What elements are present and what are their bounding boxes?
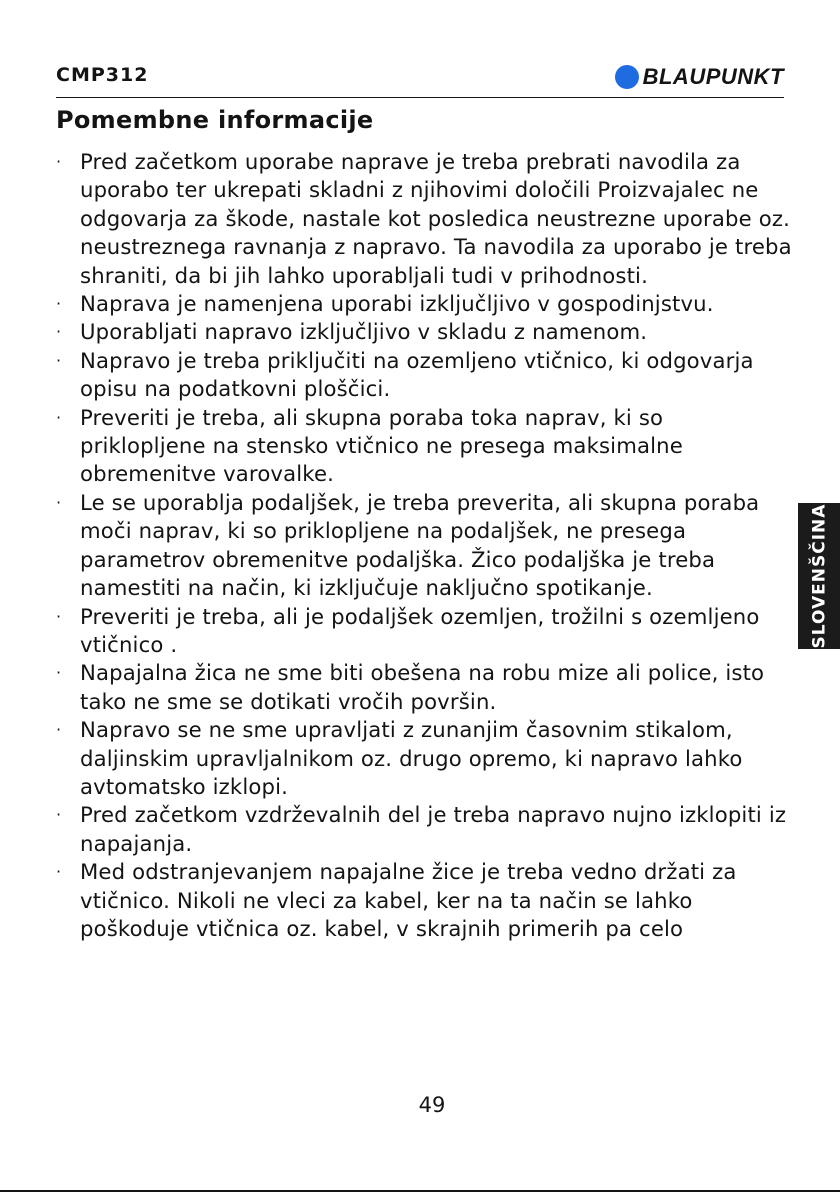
bullet-icon: · [56,663,62,683]
list-item-text: Med odstranjevanjem napajalne žice je treba vedno držati za vtičnico. Nikoli ne vleci za kabel, ker na ta način se lahko poškoduje vtičnica oz. kabel, v skrajnih primerih pa celo [80,859,737,941]
list-item [52,603,792,660]
info-list [52,148,792,943]
list-item-text: Naprava je namenjena uporabi izključljivo v gospodinjstvu. [80,291,714,317]
bullet-icon: · [56,294,62,314]
list-item-text: Preveriti je treba, ali skupna poraba toka naprav, ki so priklopljene na stensko vtičnico ne presega maksimalne obremenitve varovalke. [80,404,683,487]
list-item-text: Le se uporablja podaljšek, je treba preverita, ali skupna poraba moči naprav, ki so priklopljene na podaljšek, ne presega parametrov obremenitve podaljška. Žico podaljška je treba namestiti na način, ki izključuje naključno spotikanje. [80,489,760,601]
list-item-text: Napravo se ne sme upravljati z zunanjim časovnim stikalom, daljinskim upravljalnikom oz. drugo opremo, ki napravo lahko avtomatsko izklopi. [80,717,743,799]
bullet-icon: · [56,720,62,740]
bullet-icon: · [56,492,62,512]
brand-name: BLAUPUNKT [642,64,784,89]
list-item [52,716,792,801]
list-item [52,347,792,404]
page-header [56,62,784,98]
bullet-icon: · [56,152,62,171]
list-item-text: Pred začetkom uporabe naprave je treba prebrati navodila za uporabo ter ukrepati skladni z njihovimi določili Proizvajalec ne odgovarja za škode, nastale kot posledica neustrezne uporabe oz. neustreznega ravnanja z napravo. Ta navodila za uporabo je treba shraniti, da bi jih lahko uporabljali tudi v prihodnosti. [80,149,792,288]
model-number: CMP312 [56,64,149,86]
list-item [52,318,792,346]
list-item [52,659,792,716]
brand-logo [615,64,784,90]
language-tab [798,503,840,649]
list-item [52,148,792,290]
list-item-text: Pred začetkom vzdrževalnih del je treba napravo nujno izklopiti iz napajanja. [80,802,787,856]
list-item-text: Uporabljati napravo izključljivo v skladu z namenom. [80,319,648,345]
section-title: Pomembne informacije [56,106,374,134]
list-item [52,489,792,603]
list-item-text: Napravo je treba priključiti na ozemljeno vtičnico, ki odgovarja opisu na podatkovni ploščici. [80,347,754,402]
list-item [52,404,792,489]
list-item-text: Napajalna žica ne sme biti obešena na robu mize ali police, isto tako ne sme se dotikati vročih površin. [80,660,765,714]
bullet-icon: · [56,862,62,882]
bullet-icon: · [56,407,62,427]
bullet-icon: · [56,606,62,626]
list-item [52,290,792,318]
brand-logo-dot-icon [615,65,639,89]
header-divider [56,97,784,98]
page-number: 49 [418,1093,446,1117]
list-item-text: Preveriti je treba, ali je podaljšek ozemljen, trožilni s ozemljeno vtičnico . [80,603,760,657]
language-tab-label: SLOVENŠČINA [809,503,829,649]
bullet-icon: · [56,322,62,342]
bullet-icon: · [56,805,62,825]
list-item [52,801,792,858]
list-item [52,858,792,943]
bullet-icon: · [56,350,62,370]
